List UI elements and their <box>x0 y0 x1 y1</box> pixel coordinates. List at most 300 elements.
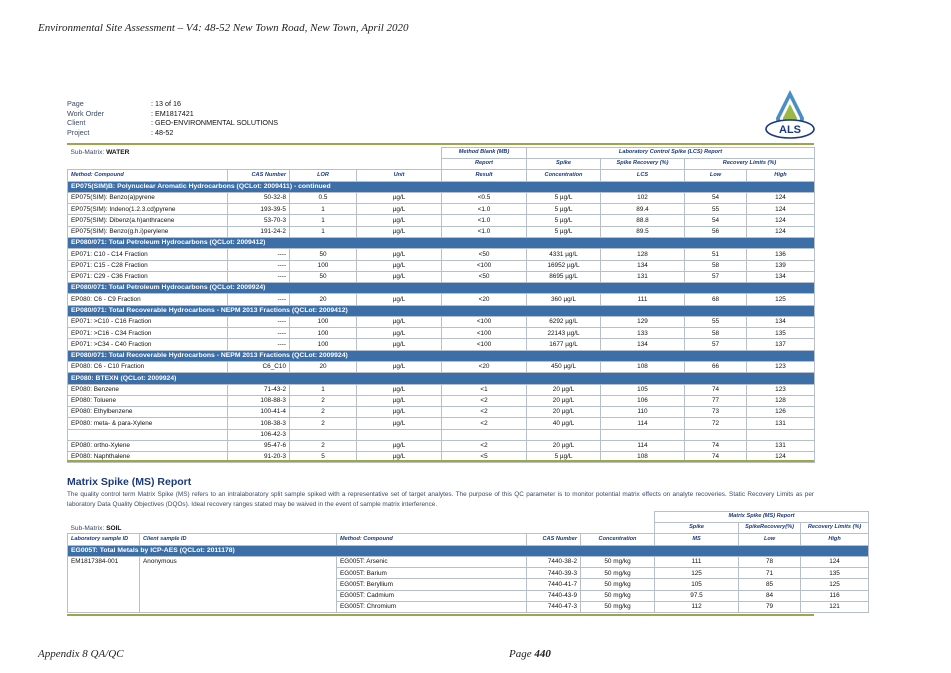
lor-cell: 2 <box>290 418 357 429</box>
lcs-group-title: EP080/071: Total Petroleum Hydrocarbons (QCLot: 2009412) <box>68 237 815 249</box>
result-cell: <100 <box>442 339 527 350</box>
high-limit-cell: 139 <box>747 260 815 271</box>
lcs-group-row <box>68 373 815 385</box>
result-cell: <2 <box>442 396 527 407</box>
low-limit-cell: 57 <box>685 271 747 282</box>
ms-recovery-limits-header: Recovery Limits (%) <box>801 523 869 534</box>
ms-concentration-cell: 50 mg/kg <box>581 601 655 612</box>
info-value: : 48-52 <box>151 127 174 137</box>
compound-cell <box>68 429 228 440</box>
report-header: Report <box>442 159 527 170</box>
info-key: Project <box>67 127 90 137</box>
lcs-header: LCS <box>601 170 685 181</box>
info-row-page <box>67 99 278 109</box>
high-limit-cell: 123 <box>747 384 815 395</box>
high-limit-cell: 124 <box>747 451 815 462</box>
unit-cell: µg/L <box>357 418 442 429</box>
cas-header: CAS Number <box>228 170 290 181</box>
ms-compound-cell: EG005T: Cadmium <box>337 590 527 601</box>
ms-low-limit-cell: 84 <box>739 590 801 601</box>
lcs-header-row-1 <box>68 148 815 159</box>
low-limit-cell: 54 <box>685 215 747 226</box>
cas-cell: C6_C10 <box>228 362 290 373</box>
compound-cell: EP071: >C16 - C34 Fraction <box>68 328 228 339</box>
ms-table <box>67 511 869 613</box>
info-value: : 13 of 16 <box>151 99 181 108</box>
unit-cell: µg/L <box>357 204 442 215</box>
compound-cell: EP071: C29 - C36 Fraction <box>68 271 228 282</box>
concentration-header: Concentration <box>527 170 601 181</box>
spike-concentration-cell: 20 µg/L <box>527 396 601 407</box>
spike-concentration-cell: 16952 µg/L <box>527 260 601 271</box>
ms-header-row-1 <box>68 512 869 523</box>
ms-header-row-3 <box>68 534 869 545</box>
lcs-recovery-cell: 88.8 <box>601 215 685 226</box>
low-limit-cell: 72 <box>685 418 747 429</box>
spike-concentration-cell: 40 µg/L <box>527 418 601 429</box>
cas-cell: 91-20-3 <box>228 451 290 462</box>
high-limit-cell: 136 <box>747 249 815 260</box>
cas-cell: 108-88-3 <box>228 396 290 407</box>
table-row <box>68 271 815 282</box>
high-limit-cell: 124 <box>747 193 815 204</box>
table-row <box>68 396 815 407</box>
ms-submatrix-label: Sub-Matrix: <box>70 524 105 532</box>
cas-cell: ---- <box>228 328 290 339</box>
table-row <box>68 362 815 373</box>
lor-cell: 100 <box>290 339 357 350</box>
spike-concentration-cell <box>527 429 601 440</box>
unit-cell: µg/L <box>357 339 442 350</box>
compound-cell: EP080: C6 - C10 Fraction <box>68 362 228 373</box>
high-header: High <box>747 170 815 181</box>
table-row <box>68 328 815 339</box>
unit-cell: µg/L <box>357 440 442 451</box>
ms-submatrix-value: SOIL <box>106 524 122 532</box>
high-limit-cell: 128 <box>747 396 815 407</box>
als-logo-icon <box>764 88 816 140</box>
lor-cell: 50 <box>290 271 357 282</box>
ms-recovery-cell: 105 <box>655 579 739 590</box>
unit-cell: µg/L <box>357 362 442 373</box>
lor-cell: 2 <box>290 407 357 418</box>
result-cell: <20 <box>442 362 527 373</box>
lcs-recovery-cell: 110 <box>601 407 685 418</box>
lor-cell <box>290 429 357 440</box>
spike-concentration-cell: 20 µg/L <box>527 440 601 451</box>
ms-concentration-header: Concentration <box>581 534 655 545</box>
info-key: Page <box>67 99 84 108</box>
spike-concentration-cell: 4331 µg/L <box>527 249 601 260</box>
result-cell: <0.5 <box>442 193 527 204</box>
cas-cell: 100-41-4 <box>228 407 290 418</box>
footer-page-number: 440 <box>534 648 551 660</box>
cas-cell: ---- <box>228 249 290 260</box>
ms-report-header: Matrix Spike (MS) Report <box>655 512 869 523</box>
lor-cell: 1 <box>290 384 357 395</box>
unit-cell: µg/L <box>357 271 442 282</box>
lor-cell: 1 <box>290 204 357 215</box>
ms-cas-cell: 7440-41-7 <box>527 579 581 590</box>
cas-cell: ---- <box>228 271 290 282</box>
high-limit-cell: 125 <box>747 294 815 305</box>
cas-cell: 71-43-2 <box>228 384 290 395</box>
ms-recovery-cell: 112 <box>655 601 739 612</box>
lcs-group-title: EP080/071: Total Petroleum Hydrocarbons (QCLot: 2009924) <box>68 282 815 294</box>
lor-header: LOR <box>290 170 357 181</box>
unit-cell: µg/L <box>357 451 442 462</box>
unit-cell: µg/L <box>357 249 442 260</box>
cas-cell: ---- <box>228 339 290 350</box>
cas-cell: 95-47-6 <box>228 440 290 451</box>
spike-concentration-cell: 22143 µg/L <box>527 328 601 339</box>
cas-cell: ---- <box>228 294 290 305</box>
lor-cell: 1 <box>290 215 357 226</box>
ms-concentration-cell: 50 mg/kg <box>581 590 655 601</box>
spike-concentration-cell: 5 µg/L <box>527 215 601 226</box>
unit-cell: µg/L <box>357 384 442 395</box>
compound-cell: EP075(SIM): Dibenz(a.h)anthracene <box>68 215 228 226</box>
lor-cell: 5 <box>290 451 357 462</box>
lab-sample-id-cell: EM1817384-001 <box>68 557 140 613</box>
ms-low-limit-cell: 78 <box>739 557 801 568</box>
spike-concentration-cell: 6292 µg/L <box>527 317 601 328</box>
ms-cas-cell: 7440-47-3 <box>527 601 581 612</box>
result-cell: <1.0 <box>442 215 527 226</box>
low-limit-cell: 58 <box>685 328 747 339</box>
lcs-body <box>68 181 815 463</box>
low-limit-cell: 55 <box>685 204 747 215</box>
report-info-block <box>67 99 278 137</box>
unit-cell: µg/L <box>357 294 442 305</box>
info-row-work-order <box>67 109 278 119</box>
ms-ms-header: MS <box>655 534 739 545</box>
high-limit-cell: 131 <box>747 418 815 429</box>
lcs-recovery-cell: 114 <box>601 440 685 451</box>
lcs-recovery-cell: 131 <box>601 271 685 282</box>
lcs-recovery-cell: 129 <box>601 317 685 328</box>
ms-bottom-rule <box>67 614 814 616</box>
result-header: Result <box>442 170 527 181</box>
compound-cell: EP080: C6 - C9 Fraction <box>68 294 228 305</box>
high-limit-cell: 124 <box>747 204 815 215</box>
header-spacer <box>68 159 442 170</box>
compound-cell: EP080: Toluene <box>68 396 228 407</box>
result-cell: <1 <box>442 384 527 395</box>
table-row <box>68 249 815 260</box>
spike-concentration-cell: 5 µg/L <box>527 193 601 204</box>
info-value: : GEO-ENVIRONMENTAL SOLUTIONS <box>151 118 278 128</box>
unit-header: Unit <box>357 170 442 181</box>
high-limit-cell: 123 <box>747 362 815 373</box>
spike-concentration-cell: 360 µg/L <box>527 294 601 305</box>
lcs-recovery-cell: 102 <box>601 193 685 204</box>
submatrix-value: WATER <box>106 149 130 157</box>
low-limit-cell: 55 <box>685 317 747 328</box>
unit-cell: µg/L <box>357 396 442 407</box>
ms-compound-cell: EG005T: Barium <box>337 568 527 579</box>
ms-high-limit-cell: 116 <box>801 590 869 601</box>
table-row <box>68 418 815 429</box>
ms-cas-header: CAS Number <box>527 534 581 545</box>
ms-high-limit-cell: 121 <box>801 601 869 612</box>
unit-cell: µg/L <box>357 260 442 271</box>
lcs-group-row <box>68 282 815 294</box>
compound-cell: EP071: C10 - C14 Fraction <box>68 249 228 260</box>
spike-concentration-cell: 5 µg/L <box>527 451 601 462</box>
spike-header: Spike <box>527 159 601 170</box>
info-key: Work Order <box>67 108 105 118</box>
compound-cell: EP080: ortho-Xylene <box>68 440 228 451</box>
low-limit-cell: 66 <box>685 362 747 373</box>
lor-cell: 50 <box>290 249 357 260</box>
cas-cell: ---- <box>228 317 290 328</box>
footer-page-label: Page <box>509 648 532 660</box>
lor-cell: 20 <box>290 362 357 373</box>
high-limit-cell: 134 <box>747 271 815 282</box>
cas-cell: 191-24-2 <box>228 226 290 237</box>
spike-concentration-cell: 1677 µg/L <box>527 339 601 350</box>
low-limit-cell <box>685 429 747 440</box>
ms-concentration-cell: 50 mg/kg <box>581 557 655 568</box>
low-limit-cell: 51 <box>685 249 747 260</box>
lcs-bottom-rule <box>67 460 814 462</box>
lcs-report-header: Laboratory Control Spike (LCS) Report <box>527 148 815 159</box>
lor-cell: 1 <box>290 226 357 237</box>
info-row-client <box>67 118 278 128</box>
spike-concentration-cell: 20 µg/L <box>527 384 601 395</box>
lcs-group-title: EP080: BTEXN (QCLot: 2009924) <box>68 373 815 385</box>
footer-appendix: Appendix 8 QA/QC <box>38 648 124 660</box>
lcs-header-row-2 <box>68 159 815 170</box>
high-limit-cell <box>747 429 815 440</box>
unit-cell: µg/L <box>357 193 442 204</box>
lor-cell: 100 <box>290 260 357 271</box>
ms-spike-recovery-header: SpikeRecovery(%) <box>739 523 801 534</box>
cas-cell: ---- <box>228 260 290 271</box>
lcs-recovery-cell: 89.5 <box>601 226 685 237</box>
low-limit-cell: 77 <box>685 396 747 407</box>
ms-cas-cell: 7440-39-3 <box>527 568 581 579</box>
lcs-recovery-cell: 108 <box>601 451 685 462</box>
ms-body <box>68 557 869 613</box>
footer-page <box>509 648 551 660</box>
unit-cell: µg/L <box>357 407 442 418</box>
lor-cell: 20 <box>290 294 357 305</box>
info-row-project <box>67 128 278 138</box>
ms-compound-cell: EG005T: Arsenic <box>337 557 527 568</box>
ms-concentration-cell: 50 mg/kg <box>581 579 655 590</box>
ms-low-limit-cell: 85 <box>739 579 801 590</box>
compound-cell: EP075(SIM): Benzo(g.h.i)perylene <box>68 226 228 237</box>
ms-description: The quality control term Matrix Spike (MS) refers to an intralaboratory split sample spiked with a representative set of target analytes. The purpose of this QC parameter is to monitor potential matrix effects on analyte recoveries. Static Recovery Limits as per laboratory Data Quality Objectives (DQOs). Ideal recovery ranges stated may be waived in the event of sample matrix interference. <box>67 491 814 508</box>
result-cell: <1.0 <box>442 226 527 237</box>
high-limit-cell: 134 <box>747 317 815 328</box>
spike-concentration-cell: 8695 µg/L <box>527 271 601 282</box>
lcs-recovery-cell <box>601 429 685 440</box>
spike-recovery-header: Spike Recovery (%) <box>601 159 685 170</box>
document-header: Environmental Site Assessment – V4: 48-52 New Town Road, New Town, April 2020 <box>38 22 409 34</box>
high-limit-cell: 124 <box>747 215 815 226</box>
table-row <box>68 440 815 451</box>
spike-concentration-cell: 450 µg/L <box>527 362 601 373</box>
cas-cell: 106-42-3 <box>228 429 290 440</box>
ms-recovery-cell: 111 <box>655 557 739 568</box>
ms-recovery-cell: 125 <box>655 568 739 579</box>
lcs-recovery-cell: 133 <box>601 328 685 339</box>
compound-cell: EP080: Benzene <box>68 384 228 395</box>
table-row <box>68 215 815 226</box>
table-row <box>68 407 815 418</box>
table-row <box>68 429 815 440</box>
result-cell: <50 <box>442 249 527 260</box>
submatrix-label: Sub-Matrix: <box>70 149 105 157</box>
ms-recovery-cell: 97.5 <box>655 590 739 601</box>
lcs-recovery-cell: 128 <box>601 249 685 260</box>
lcs-group-title: EP080/071: Total Recoverable Hydrocarbons - NEPM 2013 Fractions (QCLot: 2009924) <box>68 350 815 362</box>
lor-cell: 100 <box>290 328 357 339</box>
result-cell: <50 <box>442 271 527 282</box>
cas-cell: 50-32-8 <box>228 193 290 204</box>
unit-cell: µg/L <box>357 317 442 328</box>
lor-cell: 2 <box>290 396 357 407</box>
table-row <box>68 226 815 237</box>
spike-concentration-cell: 5 µg/L <box>527 204 601 215</box>
compound-cell: EP075(SIM): Indeno(1.2.3.cd)pyrene <box>68 204 228 215</box>
lor-cell: 0.5 <box>290 193 357 204</box>
lcs-header-row-3 <box>68 170 815 181</box>
table-row <box>68 204 815 215</box>
compound-cell: EP080: Ethylbenzene <box>68 407 228 418</box>
spike-concentration-cell: 20 µg/L <box>527 407 601 418</box>
table-row <box>68 294 815 305</box>
ms-compound-cell: EG005T: Beryllium <box>337 579 527 590</box>
high-limit-cell: 124 <box>747 226 815 237</box>
high-limit-cell: 131 <box>747 440 815 451</box>
compound-cell: EP080: Naphthalene <box>68 451 228 462</box>
ms-high-limit-cell: 125 <box>801 579 869 590</box>
high-limit-cell: 137 <box>747 339 815 350</box>
ms-submatrix-cell <box>68 512 655 534</box>
low-limit-cell: 57 <box>685 339 747 350</box>
ms-high-limit-cell: 124 <box>801 557 869 568</box>
low-limit-cell: 74 <box>685 384 747 395</box>
low-limit-cell: 54 <box>685 193 747 204</box>
low-header: Low <box>685 170 747 181</box>
compound-cell: EP075(SIM): Benzo(a)pyrene <box>68 193 228 204</box>
spike-concentration-cell: 5 µg/L <box>527 226 601 237</box>
result-cell: <2 <box>442 418 527 429</box>
lcs-recovery-cell: 89.4 <box>601 204 685 215</box>
ms-title: Matrix Spike (MS) Report <box>67 476 192 488</box>
lcs-recovery-cell: 111 <box>601 294 685 305</box>
compound-cell: EP080: meta- & para-Xylene <box>68 418 228 429</box>
info-key: Client <box>67 118 86 128</box>
high-limit-cell: 135 <box>747 328 815 339</box>
result-cell: <2 <box>442 440 527 451</box>
top-rule <box>67 143 814 145</box>
lcs-group-title: EP080/071: Total Recoverable Hydrocarbons - NEPM 2013 Fractions (QCLot: 2009412) <box>68 305 815 317</box>
ms-low-header: Low <box>739 534 801 545</box>
table-row <box>68 260 815 271</box>
compound-cell: EP071: >C34 - C40 Fraction <box>68 339 228 350</box>
logo-text: ALS <box>779 124 801 136</box>
table-row <box>68 193 815 204</box>
lcs-group-title: EP075(SIM)B: Polynuclear Aromatic Hydrocarbons (QCLot: 2009411) - continued <box>68 181 815 193</box>
low-limit-cell: 74 <box>685 440 747 451</box>
ms-cas-cell: 7440-38-2 <box>527 557 581 568</box>
low-limit-cell: 68 <box>685 294 747 305</box>
lcs-group-row <box>68 181 815 193</box>
ms-low-limit-cell: 79 <box>739 601 801 612</box>
ms-method-header: Method: Compound <box>337 534 527 545</box>
lor-cell: 100 <box>290 317 357 328</box>
ms-group-title: EG005T: Total Metals by ICP-AES (QCLot: 2011178) <box>68 545 869 557</box>
client-sample-id-cell: Anonymous <box>140 557 337 613</box>
cas-cell: 53-70-3 <box>228 215 290 226</box>
ms-cas-cell: 7440-43-9 <box>527 590 581 601</box>
lab-sample-id-header: Laboratory sample ID <box>68 534 140 545</box>
ms-high-limit-cell: 135 <box>801 568 869 579</box>
ms-concentration-cell: 50 mg/kg <box>581 568 655 579</box>
unit-cell: µg/L <box>357 215 442 226</box>
table-row <box>68 339 815 350</box>
compound-cell: EP071: C15 - C28 Fraction <box>68 260 228 271</box>
ms-high-header: High <box>801 534 869 545</box>
ms-low-limit-cell: 71 <box>739 568 801 579</box>
lcs-group-row <box>68 305 815 317</box>
lcs-table <box>67 147 815 463</box>
submatrix-cell <box>68 148 442 159</box>
lcs-recovery-cell: 114 <box>601 418 685 429</box>
result-cell <box>442 429 527 440</box>
lor-cell: 2 <box>290 440 357 451</box>
result-cell: <20 <box>442 294 527 305</box>
low-limit-cell: 74 <box>685 451 747 462</box>
table-row <box>68 557 869 568</box>
lcs-group-row <box>68 237 815 249</box>
lcs-recovery-cell: 108 <box>601 362 685 373</box>
cas-cell: 193-39-5 <box>228 204 290 215</box>
low-limit-cell: 56 <box>685 226 747 237</box>
lcs-recovery-cell: 134 <box>601 339 685 350</box>
unit-cell: µg/L <box>357 226 442 237</box>
cas-cell: 108-38-3 <box>228 418 290 429</box>
low-limit-cell: 58 <box>685 260 747 271</box>
lcs-recovery-cell: 105 <box>601 384 685 395</box>
unit-cell: µg/L <box>357 328 442 339</box>
lcs-group-row <box>68 350 815 362</box>
result-cell: <1.0 <box>442 204 527 215</box>
table-row <box>68 384 815 395</box>
low-limit-cell: 73 <box>685 407 747 418</box>
lcs-recovery-cell: 134 <box>601 260 685 271</box>
result-cell: <5 <box>442 451 527 462</box>
method-header: Method: Compound <box>68 170 228 181</box>
table-row <box>68 317 815 328</box>
info-value: : EM1817421 <box>151 108 194 118</box>
recovery-limits-header: Recovery Limits (%) <box>685 159 815 170</box>
ms-compound-cell: EG005T: Chromium <box>337 601 527 612</box>
lcs-recovery-cell: 106 <box>601 396 685 407</box>
result-cell: <100 <box>442 317 527 328</box>
result-cell: <2 <box>442 407 527 418</box>
ms-spike-header: Spike <box>655 523 739 534</box>
result-cell: <100 <box>442 260 527 271</box>
client-sample-id-header: Client sample ID <box>140 534 337 545</box>
result-cell: <100 <box>442 328 527 339</box>
unit-cell <box>357 429 442 440</box>
